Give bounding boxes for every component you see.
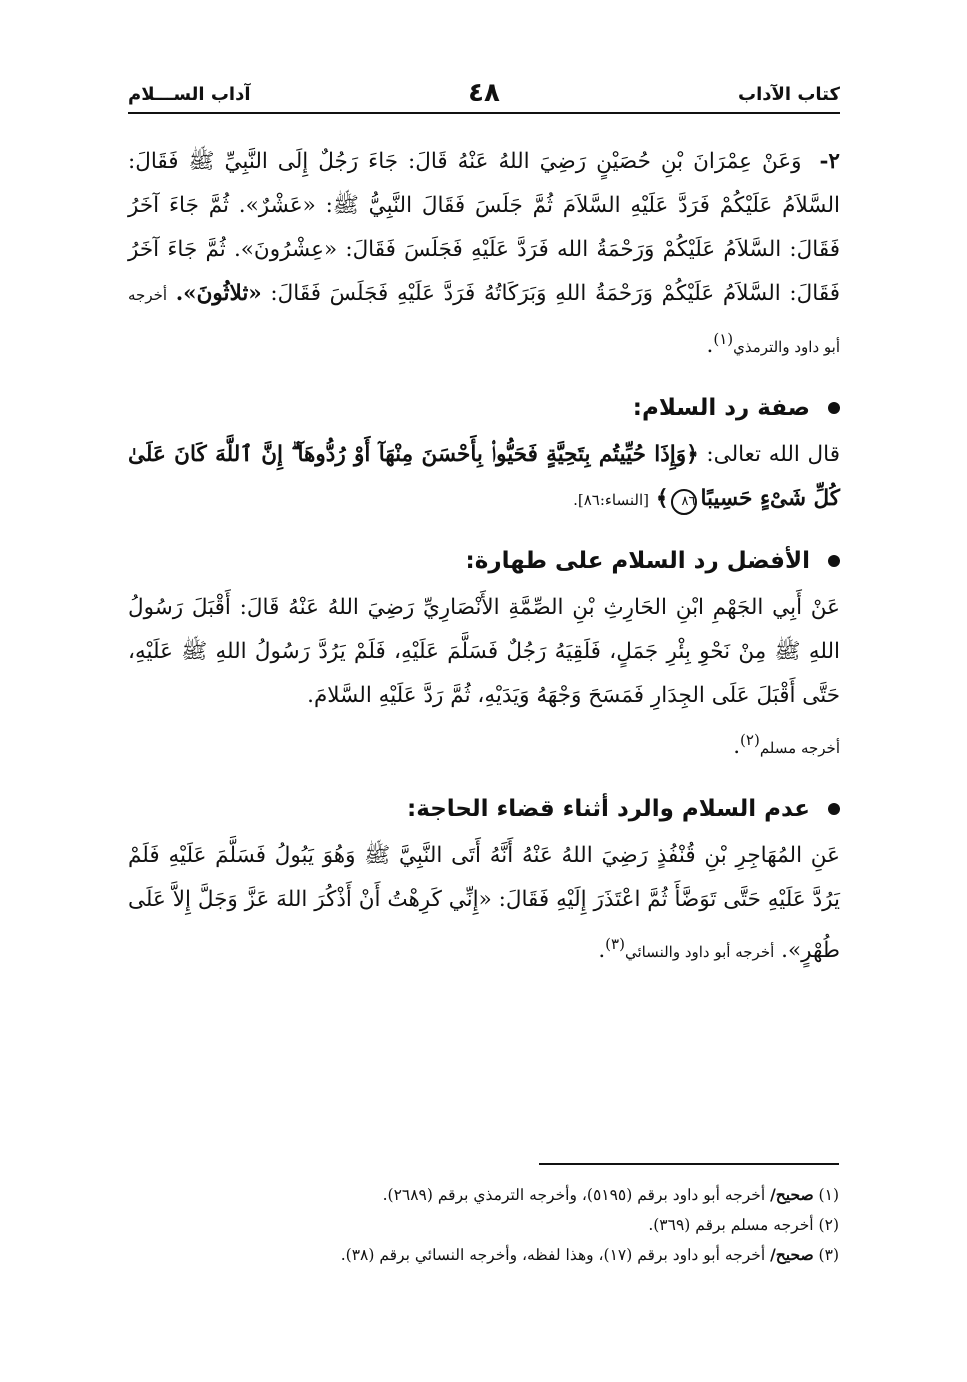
section-heading-reply-manner: صفة رد السلام: [128,395,840,421]
hadith-end: . [706,333,714,359]
page-body [128,140,840,974]
verse-citation: [النساء:٨٦]. [573,491,650,510]
hadith-text: عَنِ المُهَاجِرِ بْنِ قُنْفُذٍ رَضِيَ اللهُ عَنْهُ أَنَّهُ أَتَى النَّبِيَّ ﷺ وَهُوَ يَبُولُ فَسَلَّمَ عَلَيْهِ فَلَمْ يَرُدَّ عَلَيْهِ حَتَّى تَوَضَّأَ ثُمَّ اعْتَذَرَ إِلَيْهِ فَقَالَ: «إِنِّي كَرِهْتُ أَنْ أَذْكُرَ اللهَ عَزَّ وَجَلَّ إِلاَّ عَلَى طُهْرٍ». [128,843,840,964]
hadith-purity [128,586,840,770]
footnote-divider [539,1163,839,1165]
ayah-number: ٨٦ [671,489,697,515]
quran-verse-paragraph [128,433,840,522]
hadith-reference: أخرجه مسلم [759,739,840,758]
hadith-closing: «ثلاثُونَ». [175,281,262,306]
hadith-2 [128,140,840,369]
header-rule [128,112,840,114]
hadith-text: وَعَنْ عِمْرَانَ بْنِ حُصَيْنٍ رَضِيَ اللهُ عَنْهُ قَالَ: جَاءَ رَجُلٌ إِلَى النَّبِيِّ ﷺ فَقَالَ: السَّلاَمُ عَلَيْكُمْ فَرَدَّ عَلَيْهِ السَّلاَمَ ثُمَّ جَلَسَ فَقَالَ النَّبِيُّ ﷺ: «عَشْرٌ». ثُمَّ جَاءَ آخَرُ فَقَالَ: السَّلاَمُ عَلَيْكُمْ وَرَحْمَةُ الله فَرَدَّ عَلَيْهِ فَجَلَسَ فَقَالَ: «عِشْرُونَ». ثُمَّ جَاءَ آخَرُ فَقَالَ: السَّلاَمُ عَلَيْكُمْ وَرَحْمَةُ اللهِ وَبَرَكَاتُهُ فَرَدَّ عَلَيْهِ فَجَلَسَ فَقَالَ: [128,149,840,306]
quran-verse: ﴿وَإِذَا حُيِّيتُم بِتَحِيَّةٍ فَحَيُّوا۟ بِأَحْسَنَ مِنْهَآ أَوْ رُدُّوهَآ ۗ إِنَّ ٱللَّهَ كَانَ عَلَىٰ كُلِّ شَىْءٍ حَسِيبًا [128,442,840,512]
hadith-reference: أخرجه أبو داود والنسائي [624,943,775,962]
section-heading-relieving: عدم السلام والرد أثناء قضاء الحاجة: [128,796,840,822]
hadith-number: ٢- [819,149,840,174]
book-title: كتاب الآداب [738,84,840,105]
hadith-end: . [598,938,606,964]
page-number: ٤٨ [468,78,500,108]
verse-intro: قال الله تعالى: [706,442,840,468]
footnote-mark: (١) [713,330,734,348]
footnote-mark: (٣) [605,935,625,954]
hadith-end: . [733,734,741,760]
footnote-mark: (٢) [740,731,760,750]
section-heading-purity: الأفضل رد السلام على طهارة: [128,548,840,574]
footnotes [127,1180,839,1270]
bullet-icon [828,555,840,567]
chapter-title: آداب الســـلام [128,84,251,105]
footnote-item: (٣) صحيح/ أخرجه أبو داود برقم (١٧)، وهذا لفظه، وأخرجه النسائي برقم (٣٨). [340,1245,839,1264]
hadith-reference: أخرجه أبو داود والترمذي [128,286,840,357]
footnote-item: (١) صحيح/ أخرجه أبو داود برقم (٥١٩٥)، وأخرجه الترمذي برقم (٢٦٨٩). [382,1185,839,1204]
bullet-icon [828,402,840,414]
verse-close: ﴾ [655,486,669,512]
hadith-relieving [128,834,840,974]
page-header [128,78,840,114]
bullet-icon [828,803,840,815]
footnote-item: (٢) أخرجه مسلم برقم (٣٦٩). [648,1216,839,1234]
hadith-text: عَنْ أَبِي الجَهْمِ ابْنِ الحَارِثِ بْنِ الصِّمَّةِ الأَنْصَارِيِّ رَضِيَ اللهُ عَنْهُ قَالَ: أَقْبَلَ رَسُولُ اللهِ ﷺ مِنْ نَحْوِ بِئْرِ جَمَلٍ، فَلَقِيَهُ رَجُلٌ فَسَلَّمَ عَلَيْهِ، فَلَمْ يَرُدَّ رَسُولُ اللهِ ﷺ عَلَيْهِ، حَتَّى أَقْبَلَ عَلَى الجِدَارِ فَمَسَحَ وَجْهَهُ وَيَدَيْهِ، ثُمَّ رَدَّ عَلَيْهِ السَّلامَ. [128,595,840,709]
